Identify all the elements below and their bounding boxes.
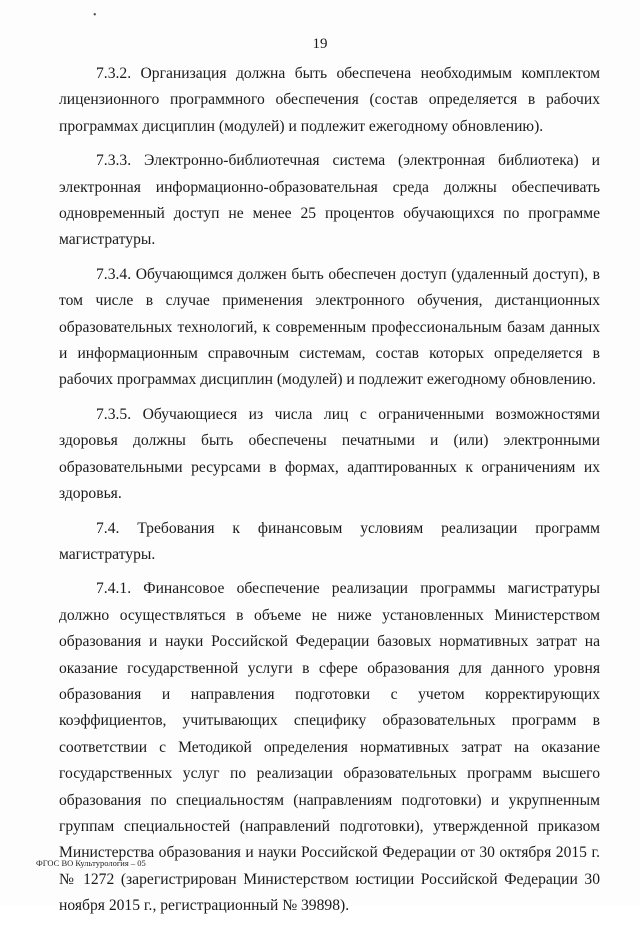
page-number: 19 [312,36,328,52]
paragraph-7-3-5: 7.3.5. Обучающиеся из числа лиц с ограниченными возможностями здоровья должны быть обеспечены печатными и (или) электронными образовательными ресурсами в формах, адаптированных к ограничениям их здоровья. [59,405,600,503]
document-body [59,61,600,928]
paragraph-7-4: 7.4. Требования к финансовым условиям реализации программ магистратуры. [59,519,600,563]
scan-mark: • [93,10,97,21]
paragraph-7-3-4: 7.3.4. Обучающимся должен быть обеспечен доступ (удаленный доступ), в том числе в случае применения электронного обучения, дистанционных образовательных технологий, к современным профессиональным базам данных и информационным справочным системам, состав которых определяется в рабочих программах дисциплин (модулей) и подлежит ежегодному обновлению. [59,265,600,389]
footer-label: ФГОС ВО Культурология – 05 [36,858,146,868]
paragraph-7-3-3: 7.3.3. Электронно-библиотечная система (электронная библиотека) и электронная информационно-образовательная среда должны обеспечивать одновременный доступ не менее 25 процентов обучающихся по программе магистратуры. [59,152,600,249]
paragraph-7-4-1: 7.4.1. Финансовое обеспечение реализации программы магистратуры должно осуществляться в объеме не ниже установленных Министерством образования и науки Российской Федерации базовых нормативных затрат на оказание государственной услуги в сфере образования для данного уровня образования и направления подготовки с учетом корректирующих коэффициентов, учитывающих специфику образовательных программ в соответствии с Методикой определения нормативных затрат на оказание государственных услуг по реализации образовательных программ высшего образования по специальностям (направлениям подготовки) и укрупненным группам специальностей (направлений подготовки), утвержденной приказом Министерства образования и науки Российской Федерации от 30 октября 2015 г. № 1272 (зарегистрирован Министерством юстиции Российской Федерации 30 ноября 2015 г., регистрационный № 39898). [59,580,600,915]
paragraph-7-3-2: 7.3.2. Организация должна быть обеспечена необходимым комплектом лицензионного программного обеспечения (состав определяется в рабочих программах дисциплин (модулей) и подлежит ежегодному обновлению). [59,65,600,135]
